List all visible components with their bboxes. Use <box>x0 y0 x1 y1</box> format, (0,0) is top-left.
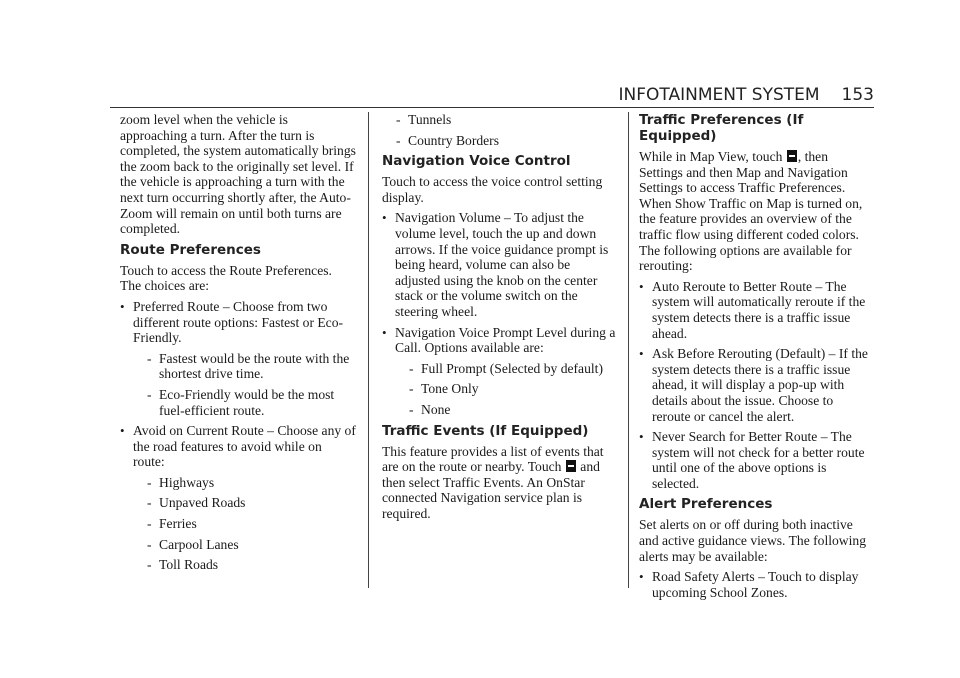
column-divider <box>368 112 369 588</box>
menu-icon <box>566 460 576 472</box>
column-3 <box>639 112 875 605</box>
section-title: INFOTAINMENT SYSTEM <box>618 85 820 105</box>
route-preferences-intro: Touch to access the Route Preferences. The choices are: <box>120 262 332 294</box>
header-rule <box>110 107 874 108</box>
list-item: • Ask Before Rerouting (Default) – If the system detects there is a traffic issue ahead, it will display a pop-up with details about the issue. Choose to reroute or cancel the alert. <box>639 346 875 424</box>
column-1 <box>120 112 356 578</box>
column-divider <box>628 112 629 588</box>
list-item <box>382 325 618 418</box>
reroute-options-list <box>639 279 875 492</box>
list-item <box>120 423 356 573</box>
prompt-level-text: Navigation Voice Prompt Level during a Call. Options available are: <box>395 324 616 356</box>
list-item: - Eco-Friendly would be the most fuel-efficient route. <box>133 387 356 418</box>
page-number: 153 <box>841 85 874 105</box>
traffic-events-text: This feature provides a list of events that are on the route or nearby. Touch <box>382 443 604 475</box>
list-item <box>120 299 356 418</box>
traffic-preferences-text: While in Map View, touch <box>639 149 783 164</box>
list-item: - Ferries <box>133 516 356 532</box>
preferred-route-text: Preferred Route – Choose from two different route options: Fastest or Eco-Friendly. <box>133 298 344 346</box>
list-item: - Tunnels <box>382 112 618 128</box>
page-header <box>520 84 874 106</box>
avoid-features-list-continued <box>382 112 618 148</box>
menu-icon <box>787 150 797 162</box>
voice-control-heading: Navigation Voice Control <box>382 153 571 170</box>
avoid-features-list <box>133 475 356 573</box>
voice-control-list <box>382 210 618 417</box>
voice-control-intro: Touch to access the voice control setting display. <box>382 174 603 205</box>
auto-zoom-paragraph: zoom level when the vehicle is approaching a turn. After the turn is completed, the system automatically brings the zoom back to the originally set level. If the vehicle is approaching a turn with the next turn occurring shortly after, the Auto-Zoom will remain on until both turns are completed. <box>120 112 356 237</box>
route-preferences-heading: Route Preferences <box>120 241 261 258</box>
traffic-events-heading: Traffic Events (If Equipped) <box>382 422 589 439</box>
list-item: • Navigation Volume – To adjust the volume level, touch the up and down arrows. If the voice guidance prompt is being heard, volume can also be adjusted using the knob on the center stack or the volume switch on the steering wheel. <box>382 210 618 319</box>
list-item: - None <box>395 402 618 418</box>
list-item: • Road Safety Alerts – Touch to display upcoming School Zones. <box>639 569 875 600</box>
list-item: - Unpaved Roads <box>133 495 356 511</box>
alerts-list <box>639 569 875 600</box>
list-item: - Highways <box>133 475 356 491</box>
traffic-events-paragraph <box>382 444 618 522</box>
list-item: - Toll Roads <box>133 557 356 573</box>
prompt-options-list <box>395 361 618 418</box>
alert-preferences-heading: Alert Preferences <box>639 496 773 513</box>
alert-preferences-intro: Set alerts on or off during both inactive and active guidance views. The following alerts may be available: <box>639 517 866 564</box>
traffic-events-text-2: and then select Traffic Events. An OnStar connected Navigation service plan is required. <box>382 459 600 521</box>
traffic-preferences-paragraph <box>639 149 875 274</box>
list-item: • Auto Reroute to Better Route – The system will automatically reroute if the system detects there is a traffic issue ahead. <box>639 279 875 341</box>
list-item: - Carpool Lanes <box>133 537 356 553</box>
column-2 <box>382 112 618 526</box>
traffic-preferences-heading: Traffic Preferences (If Equipped) <box>639 112 804 144</box>
list-item: • Never Search for Better Route – The system will not check for a better route until one of the above options is selected. <box>639 429 875 491</box>
list-item: - Fastest would be the route with the shortest drive time. <box>133 351 356 382</box>
traffic-preferences-text-2: , then Settings and then Map and Navigation Settings to access Traffic Preferences. When Show Traffic on Map is turned on, the feature provides an overview of the traffic flow using different coded colors. The following options are available for rerouting: <box>639 149 863 274</box>
list-item: - Full Prompt (Selected by default) <box>395 361 618 377</box>
list-item: - Tone Only <box>395 381 618 397</box>
route-options-list <box>133 351 356 418</box>
route-preferences-list <box>120 299 356 573</box>
list-item: - Country Borders <box>382 133 618 149</box>
avoid-route-text: Avoid on Current Route – Choose any of the road features to avoid while on route: <box>133 423 356 470</box>
